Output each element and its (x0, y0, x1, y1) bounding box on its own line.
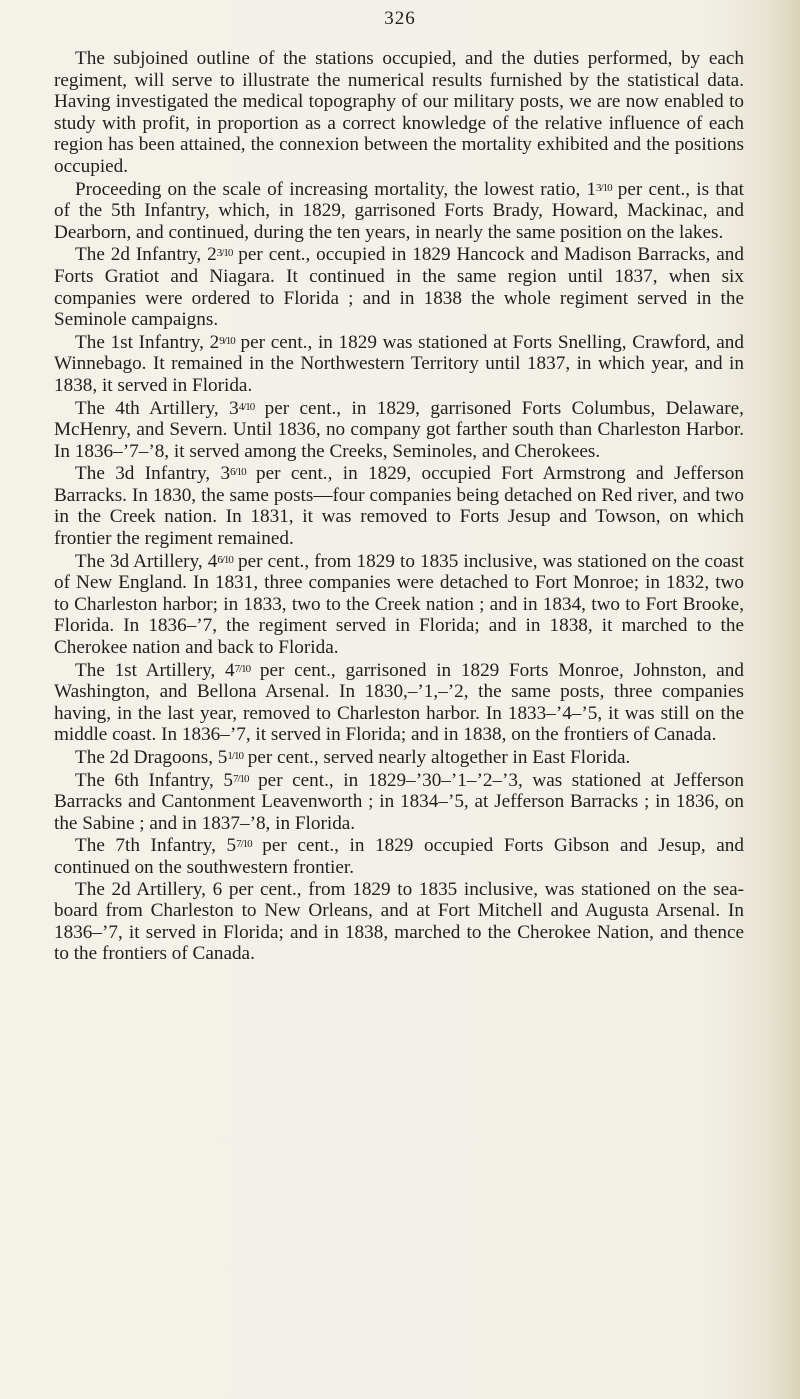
paragraph-text: The 3d Infantry, 3 (75, 463, 231, 485)
paragraph-text: The 1st Infantry, 2 (75, 331, 220, 353)
ratio-fraction: 6/10 (230, 466, 246, 479)
paragraph-text: Proceeding on the scale of increasing mortality, the lowest ratio, 1 (75, 178, 597, 200)
paragraph-4th-artillery (54, 397, 744, 463)
ratio-fraction: 6/10 (217, 553, 233, 566)
ratio-fraction: 7/10 (236, 838, 252, 851)
paragraph-2d-dragoons (54, 746, 744, 769)
paragraph-7th-infantry (54, 834, 744, 878)
paragraph-3d-infantry (54, 462, 744, 549)
paragraph-text: The 7th Infantry, 5 (75, 835, 237, 857)
paragraph-text: per cent., in 1829 occupied Forts Gibson and Jesup, and continued on the southwestern frontier. (54, 835, 744, 878)
paragraph-text: The 1st Artillery, 4 (75, 659, 235, 681)
ratio-fraction: 9/10 (219, 334, 235, 347)
paragraph-intro (54, 48, 744, 178)
paragraph-3d-artillery (54, 550, 744, 659)
paragraph-text: per cent., served nearly altogether in East Florida. (242, 747, 631, 768)
body-text (54, 48, 744, 965)
paragraph-text: per cent., in 1829 was stationed at Forts Snelling, Crawford, and Winnebago. It remained in the Northwestern Territory until 1837, in which year, and in 1838, it served in Florida. (54, 331, 744, 396)
paragraph-text: The 6th Infantry, 5 (75, 769, 233, 791)
paragraph-text: The 4th Artillery, 3 (75, 397, 239, 419)
ratio-fraction: 7/10 (232, 772, 249, 785)
paragraph-text: per cent., is that of the 5th Infantry, which, in 1829, garrisoned Forts Brady, Howard, Mackinac, and Dearborn, and continued, during the ten years, in nearly the same position on the lakes. (54, 178, 745, 243)
paragraph-text: per cent., in 1829, occupied Fort Armstrong and Jefferson Barracks. In 1830, the same posts—four companies being detached on Red river, and two in the Creek nation. In 1831, it was removed to Forts Jesup and Towson, on which frontier the regiment remained. (54, 463, 744, 550)
paragraph-2d-infantry (54, 243, 744, 330)
ratio-fraction: 3/10 (216, 247, 233, 260)
paragraph-text: per cent., from 1829 to 1835 inclusive, was stationed on the coast of New England. In 1831, three companies were detached to Fort Monroe; in 1832, two to Charleston harbor; in 1833, two to the Creek nation ; and in 1834, two to Fort Brooke, Florida. In 1836–’7, the regiment served in Florida; and in 1838, it marched to the Cherokee nation and back to Florida. (54, 550, 744, 659)
paragraph-text: The 3d Artillery, 4 (75, 550, 218, 572)
paragraph-text: The subjoined outline of the stations occupied, and the duties performed, by each regiment, will serve to illustrate the numerical results furnished by the statistical data. Having investigated the medical topography of our military posts, we are now enabled to study with profit, in proportion as a correct knowledge of the relative influence of each region has been attained, the connexion between the mortality exhibited and the positions occupied. (54, 48, 744, 177)
paragraph-text: The 2d Artillery, 6 per cent., from 1829 to 1835 inclusive, was stationed on the sea-board from Charleston to New Orleans, and at Fort Mitchell and Augusta Arsenal. In 1836–’7, it served in Florida; and in 1838, marched to the Cherokee Nation, and thence to the frontiers of Canada. (54, 878, 744, 965)
paragraph-6th-infantry (54, 769, 744, 835)
paragraph-1st-artillery (54, 659, 744, 746)
paragraph-text: per cent., in 1829, garrisoned Forts Columbus, Delaware, McHenry, and Severn. Until 1836, no company got farther south than Charleston Harbor. In 1836–’7–’8, it served among the Creeks, Seminoles, and Cherokees. (54, 397, 744, 462)
paragraph-5th-infantry (54, 178, 744, 244)
paragraph-text: per cent., garrisoned in 1829 Forts Monroe, Johnston, and Washington, and Bellona Arsenal. In 1830,–’1,–’2, the same posts, three companies having, in the last year, removed to Charleston harbor. In 1833–’4–’5, it was still on the middle coast. In 1836–’7, it served in Florida; and in 1838, on the frontiers of Canada. (54, 659, 744, 746)
ratio-fraction: 7/10 (234, 662, 251, 675)
paragraph-2d-artillery (54, 879, 744, 965)
ratio-fraction: 1/10 (227, 750, 243, 762)
ratio-fraction: 4/10 (238, 400, 255, 413)
paragraph-1st-infantry (54, 331, 744, 397)
paragraph-text: per cent., occupied in 1829 Hancock and Madison Barracks, and Forts Gratiot and Niagara. It continued in the same region until 1837, when six companies were ordered to Florida ; and in 1838 the whole regiment served in the Seminole campaigns. (54, 244, 744, 331)
paragraph-text: per cent., in 1829–’30–’1–’2–’3, was stationed at Jefferson Barracks and Cantonment Leavenworth ; in 1834–’5, at Jefferson Barracks ; in 1836, on the Sabine ; and in 1837–’8, in Florida. (54, 769, 744, 834)
paragraph-text: The 2d Infantry, 2 (75, 244, 217, 266)
page-number: 326 (384, 8, 416, 29)
paragraph-text: The 2d Dragoons, 5 (75, 747, 228, 768)
ratio-fraction: 3/10 (596, 181, 612, 194)
